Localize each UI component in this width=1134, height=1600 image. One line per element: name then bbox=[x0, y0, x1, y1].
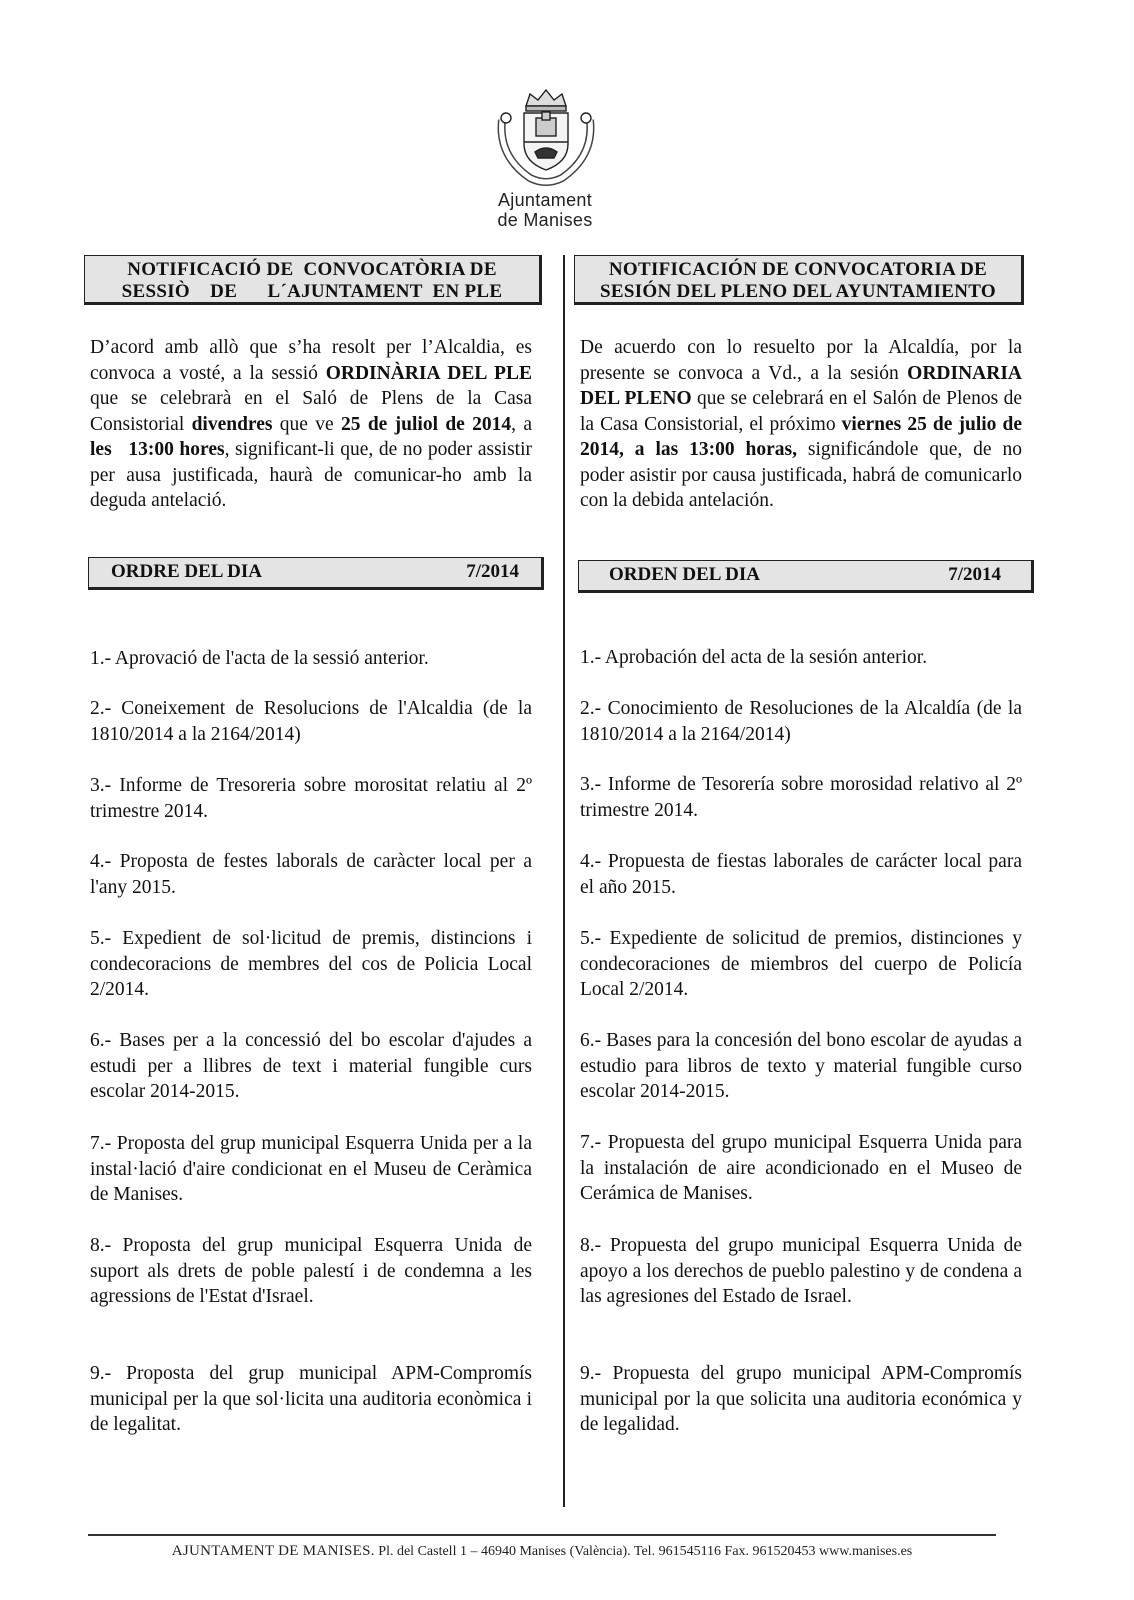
left-agenda-item: 4.- Proposta de festes laborals de caràcter local per a l'any 2015. bbox=[90, 851, 532, 898]
organization-name bbox=[470, 190, 620, 230]
right-agenda-item: 1.- Aprobación del acta de la sesión anterior. bbox=[580, 647, 928, 668]
right-agenda-item: 9.- Propuesta del grupo municipal APM-Compromís municipal por la que solicita una auditoria económica y de legalidad. bbox=[580, 1363, 1022, 1435]
right-agenda-item: 2.- Conocimiento de Resoluciones de la Alcaldía (de la 1810/2014 a la 2164/2014) bbox=[580, 698, 1022, 745]
right-intro-paragraph bbox=[580, 335, 1022, 514]
right-agenda-item: 6.- Bases para la concesión del bono escolar de ayudas a estudio para libros de texto y material fungible curso escolar 2014-2015. bbox=[580, 1030, 1022, 1102]
coat-of-arms-logo bbox=[490, 86, 602, 192]
right-agenda-item: 7.- Propuesta del grupo municipal Esquerra Unida para la instalación de aire acondicionado en el Museo de Cerámica de Manises. bbox=[580, 1132, 1022, 1204]
left-agenda-item: 2.- Coneixement de Resolucions de l'Alcaldia (de la 1810/2014 a la 2164/2014) bbox=[90, 698, 532, 745]
left-intro-text-3: que ve bbox=[272, 413, 342, 435]
right-agenda-item: 8.- Propuesta del grupo municipal Esquerra Unida de apoyo a los derechos de pueblo palestino y de condena a las agresiones del Estado de Israel. bbox=[580, 1235, 1022, 1307]
left-intro-bold-1: ORDINÀRIA DEL PLE bbox=[325, 362, 532, 384]
right-intro-bold-1: ORDINARIA DEL PLENO bbox=[580, 362, 1022, 409]
right-order-header bbox=[578, 560, 1034, 593]
right-intro-text-1: De acuerdo con lo resuelto por la Alcaldía, por la presente se convoca a Vd., a la sesión bbox=[580, 337, 1022, 384]
left-agenda-item: 8.- Proposta del grup municipal Esquerra Unida de suport als drets de poble palestí i de condemna a les agressions de l'Estat d'Israel. bbox=[90, 1235, 532, 1307]
left-intro-paragraph bbox=[90, 335, 532, 514]
left-intro-bold-3: 25 de juliol de 2014 bbox=[341, 413, 512, 435]
left-agenda-item: 1.- Aprovació de l'acta de la sessió anterior. bbox=[90, 648, 429, 669]
left-intro-text-4: , a bbox=[511, 413, 533, 435]
right-order-number: 7/2014 bbox=[948, 564, 1001, 585]
column-divider bbox=[563, 255, 565, 1507]
right-title-line-1: NOTIFICACIÓN DE CONVOCATORIA DE bbox=[608, 259, 988, 280]
footer-contact: Pl. del Castell 1 – 46940 Manises (València). Tel. 961545116 Fax. 961520453 www.manises.es bbox=[374, 1544, 913, 1559]
left-title-line-2: SESSIÒ DE L´AJUNTAMENT EN PLE bbox=[121, 281, 503, 302]
left-agenda-item: 5.- Expedient de sol·licitud de premis, distincions i condecoracions de membres del cos de Policia Local 2/2014. bbox=[90, 928, 532, 1000]
left-intro-bold-2: divendres bbox=[191, 413, 273, 435]
right-notification-title bbox=[574, 255, 1024, 305]
left-intro-text-1: D’acord amb allò que s’ha resolt per l’Alcaldia, es convoca a vosté, a la sessió bbox=[90, 337, 532, 384]
footer-org: AJUNTAMENT DE MANISES. bbox=[171, 1543, 375, 1559]
right-order-title: ORDEN DEL DIA bbox=[609, 564, 760, 585]
right-intro-bold-2: viernes 25 de julio de 2014, a las 13:00 horas, bbox=[580, 413, 1022, 460]
footer-rule bbox=[88, 1534, 996, 1536]
left-order-header bbox=[88, 557, 544, 590]
org-line-1: Ajuntament bbox=[497, 190, 593, 210]
left-title-line-1: NOTIFICACIÓ DE CONVOCATÒRIA DE bbox=[127, 259, 497, 280]
right-agenda-item: 3.- Informe de Tesorería sobre morosidad relativo al 2º trimestre 2014. bbox=[580, 774, 1022, 821]
left-order-title: ORDRE DEL DIA bbox=[111, 561, 262, 582]
right-agenda-item: 4.- Propuesta de fiestas laborales de carácter local para el año 2015. bbox=[580, 851, 1022, 898]
left-agenda-item: 7.- Proposta del grup municipal Esquerra Unida per a la instal·lació d'aire condicionat en el Museu de Ceràmica de Manises. bbox=[90, 1133, 532, 1205]
right-intro-text-3: significándole que, de no poder asistir por causa justificada, habrá de comunicarlo con la debida antelación. bbox=[580, 439, 1022, 511]
right-agenda-item: 5.- Expediente de solicitud de premios, distinciones y condecoraciones de miembros del cuerpo de Policía Local 2/2014. bbox=[580, 928, 1022, 1000]
left-agenda-item: 3.- Informe de Tresoreria sobre morositat relatiu al 2º trimestre 2014. bbox=[90, 775, 532, 822]
left-intro-text-2: que se celebrarà en el Saló de Plens de la Casa Consistorial bbox=[90, 388, 532, 435]
left-agenda-item: 9.- Proposta del grup municipal APM-Compromís municipal per la que sol·licita una auditoria econòmica i de legalitat. bbox=[90, 1363, 532, 1435]
left-intro-bold-4: les 13:00 hores bbox=[90, 439, 225, 460]
footer-address bbox=[88, 1542, 996, 1561]
left-notification-title bbox=[84, 255, 542, 305]
org-line-2: de Manises bbox=[497, 210, 593, 230]
left-agenda-item: 6.- Bases per a la concessió del bo escolar d'ajudes a estudi per a llibres de text i material fungible curs escolar 2014-2015. bbox=[90, 1030, 532, 1102]
right-title-line-2: SESIÓN DEL PLENO DEL AYUNTAMIENTO bbox=[600, 281, 996, 302]
right-intro-text-2: que se celebrará en el Salón de Plenos de la Casa Consistorial, el próximo bbox=[580, 388, 1022, 435]
left-intro-text-5: , significant-li que, de no poder assistir per ausa justificada, haurà de comunicar-ho amb la deguda antelació. bbox=[90, 439, 533, 511]
left-order-number: 7/2014 bbox=[466, 561, 519, 582]
